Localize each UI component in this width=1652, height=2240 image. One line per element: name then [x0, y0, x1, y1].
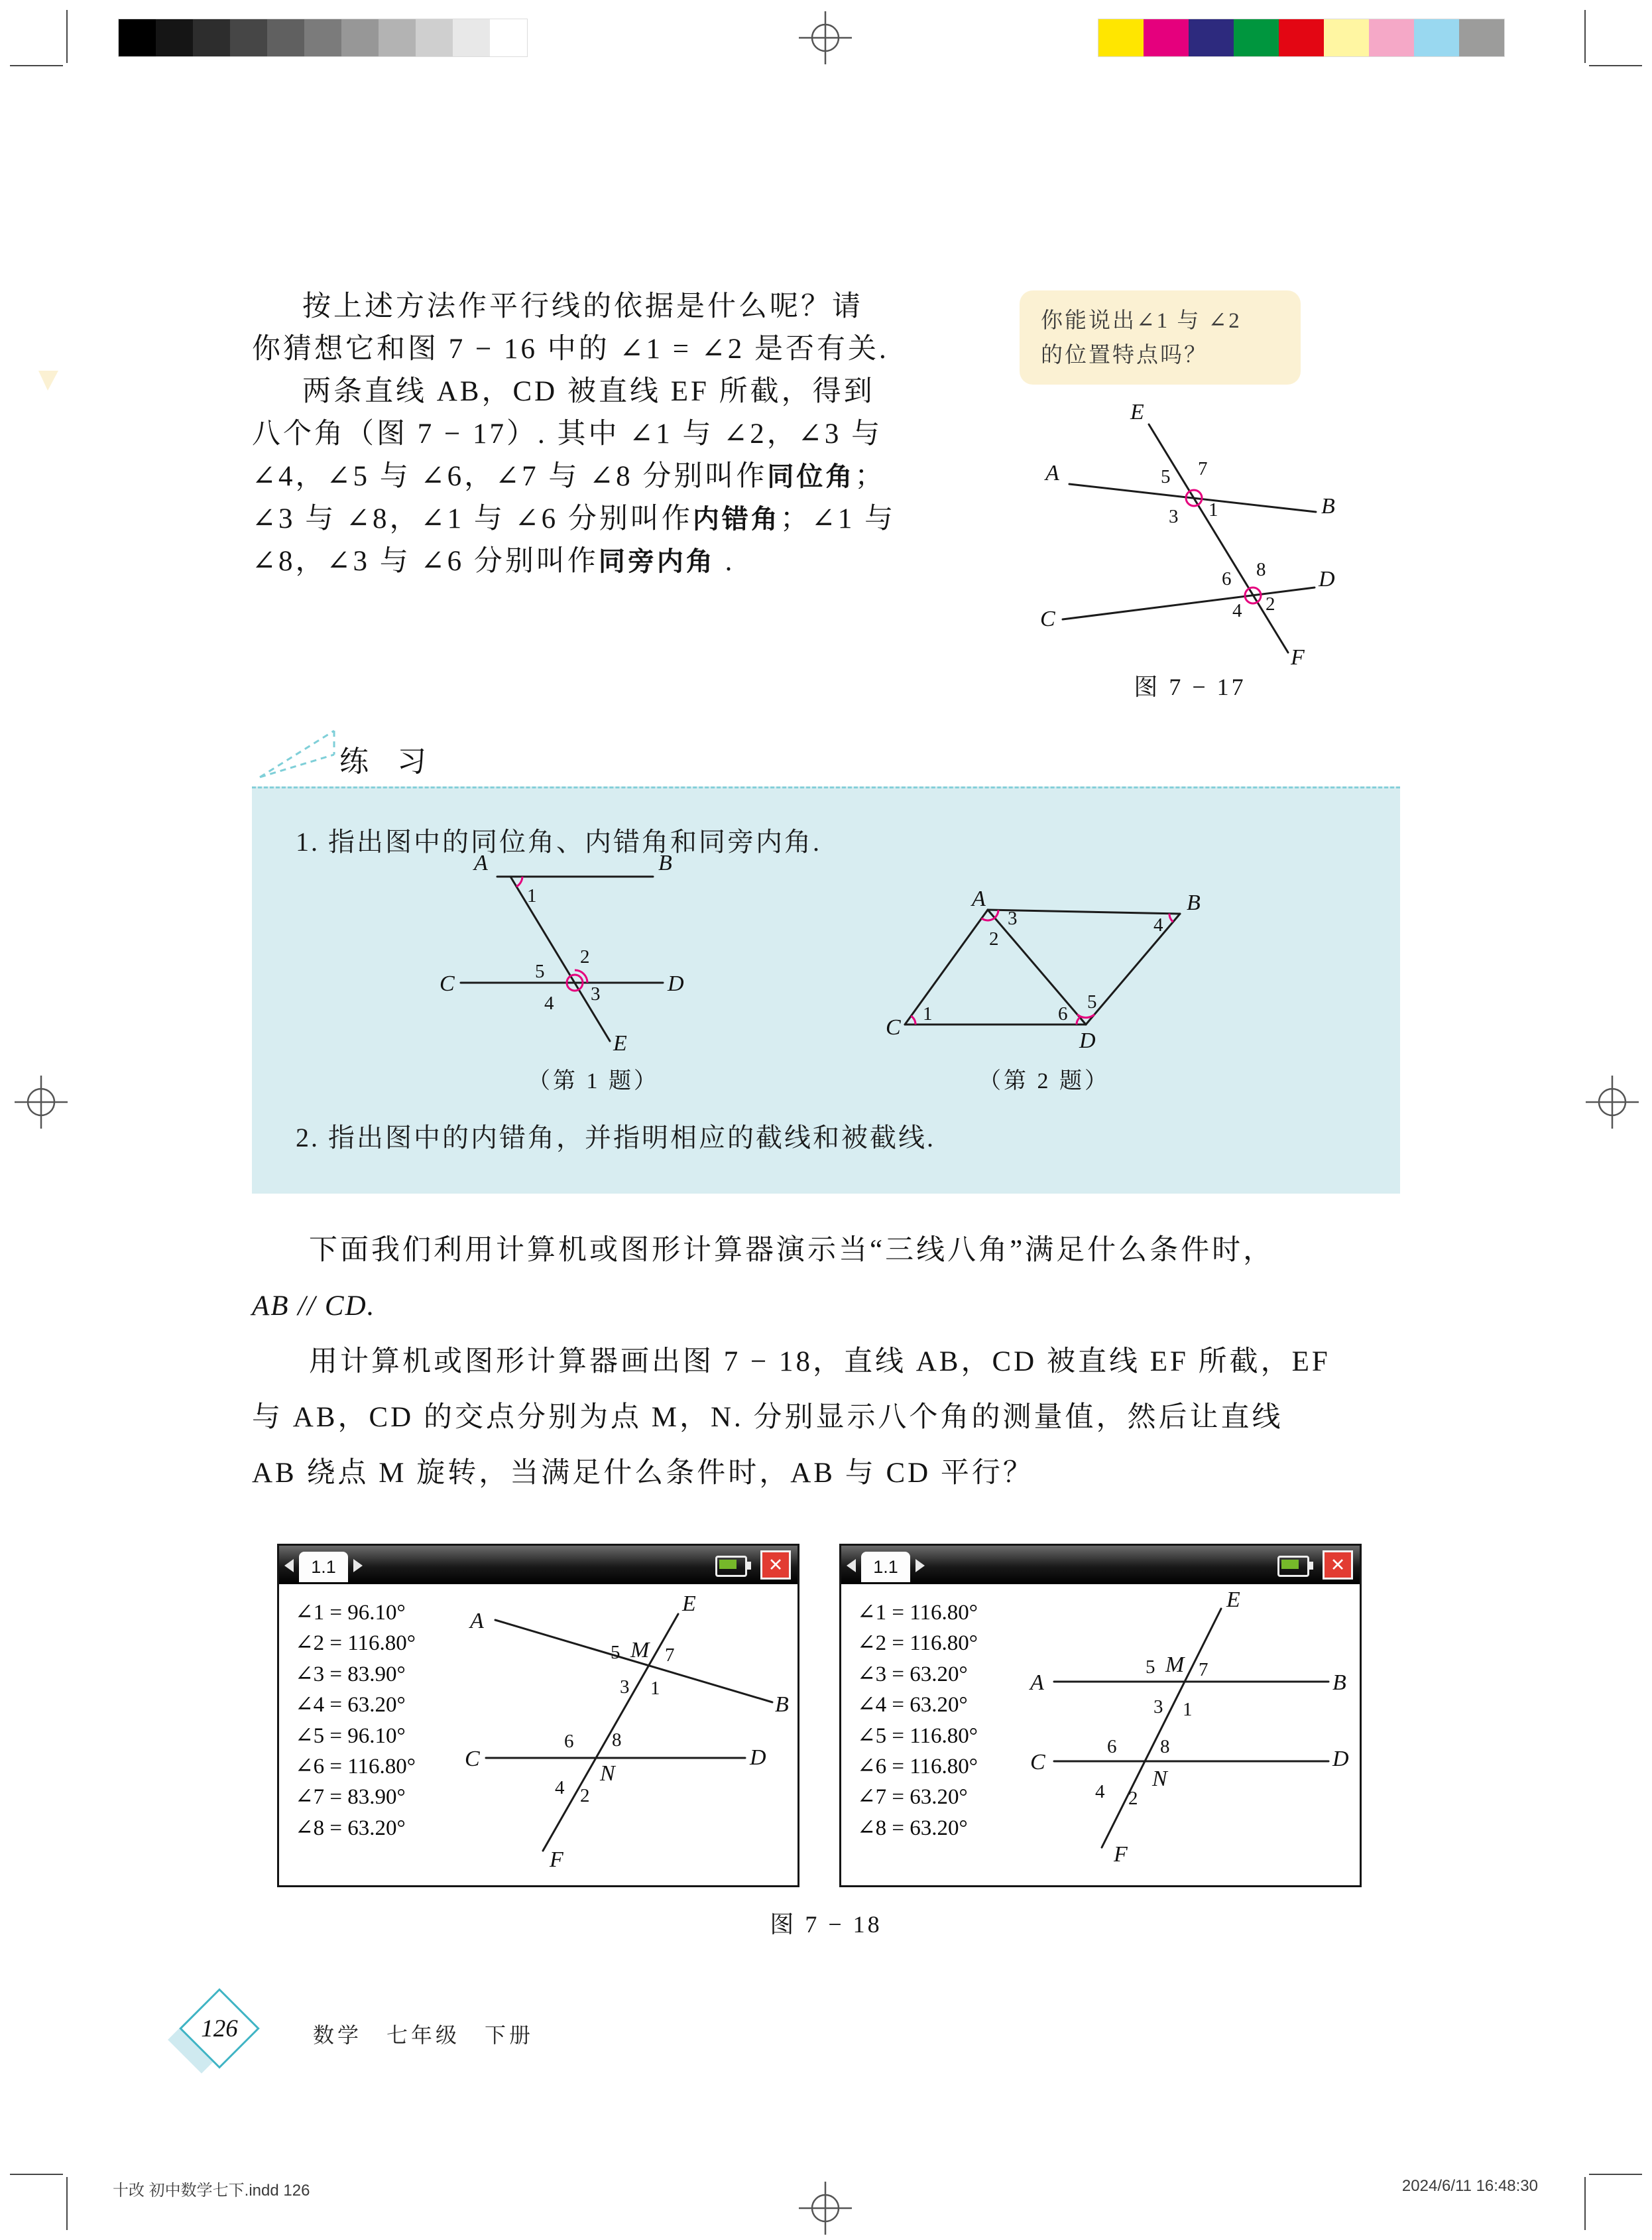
angle-label-3: 3 — [1153, 1696, 1163, 1717]
text-segment: ∠8，∠3 与 ∠6 分别叫作 — [252, 546, 599, 577]
angle-label-8: 8 — [1256, 559, 1266, 580]
point-label-B: B — [1321, 494, 1335, 519]
calibration-swatch — [156, 19, 193, 56]
point-label-D: D — [1319, 567, 1335, 591]
angle-label-3: 3 — [1008, 908, 1018, 929]
calculator-titlebar — [279, 1546, 797, 1584]
angle-readout: ∠2 = 116.80° — [857, 1631, 978, 1655]
point-label-E: E — [613, 1031, 627, 1056]
angle-label-1: 1 — [1209, 499, 1218, 521]
angle-label-6: 6 — [564, 1731, 574, 1752]
angle-mark — [1077, 1015, 1094, 1018]
line-CD — [1063, 588, 1315, 619]
angle-readout: ∠6 = 116.80° — [295, 1755, 416, 1778]
figure-7-17 — [1031, 393, 1349, 668]
registration-mark — [799, 11, 852, 64]
angle-label-4: 4 — [1095, 1781, 1105, 1802]
angle-readout: ∠3 = 63.20° — [857, 1662, 968, 1686]
term-corresponding-angles: 同位角 — [767, 462, 855, 491]
tab-label: 1.1 — [873, 1556, 898, 1577]
angle-readout: ∠8 = 63.20° — [295, 1816, 406, 1840]
angle-readout: ∠7 = 63.20° — [857, 1785, 968, 1809]
speech-bubble-tail — [38, 371, 58, 391]
angle-label-5: 5 — [1161, 466, 1171, 487]
term-co-interior-angles: 同旁内角 — [598, 547, 715, 576]
angle-label-4: 4 — [544, 993, 554, 1014]
angle-label-2: 2 — [989, 928, 999, 950]
angle-readout: ∠4 = 63.20° — [295, 1693, 406, 1717]
body-text-line: 用计算机或图形计算器画出图 7 − 18，直线 AB，CD 被直线 EF 所截，EF — [309, 1346, 1330, 1377]
calibration-swatch — [304, 19, 341, 56]
point-label-B: B — [775, 1692, 789, 1717]
line-BD — [1086, 914, 1180, 1025]
point-label-D: D — [750, 1745, 766, 1770]
tab-next-icon — [353, 1559, 363, 1572]
practice-flag-icon — [257, 727, 338, 782]
practice-figure-2 — [875, 882, 1213, 1051]
text-segment: ；∠1 与 — [780, 503, 896, 534]
point-label-E: E — [682, 1591, 696, 1616]
angle-readout: ∠2 = 116.80° — [295, 1631, 416, 1655]
practice-section-title: 练 习 — [339, 745, 437, 778]
body-text-line: AB 绕点 M 旋转，当满足什么条件时，AB 与 CD 平行？ — [252, 1458, 1034, 1489]
close-icon: ✕ — [1330, 1554, 1346, 1575]
calibration-swatch — [119, 19, 156, 56]
text-segment: . — [715, 546, 735, 577]
registration-mark — [799, 2182, 852, 2235]
crop-mark — [1584, 2177, 1586, 2230]
calibration-swatch — [1234, 19, 1279, 56]
body-text-line — [252, 544, 735, 579]
close-icon: ✕ — [768, 1554, 784, 1575]
bubble-text-line: 你能说出∠1 与 ∠2 — [1041, 309, 1242, 333]
point-label-D: D — [1332, 1747, 1349, 1771]
point-label-C: C — [886, 1015, 901, 1040]
angle-mark — [1077, 1017, 1080, 1025]
tab-next-icon — [915, 1559, 925, 1572]
calculator-figure-2 — [1029, 1586, 1364, 1887]
angle-label-2: 2 — [580, 946, 590, 967]
point-label-A: A — [470, 1609, 484, 1633]
practice-item-1: 1. 指出图中的同位角、内错角和同旁内角. — [296, 827, 821, 857]
calculator-figure-1 — [463, 1586, 798, 1887]
point-label-A: A — [474, 851, 488, 875]
angle-label-3: 3 — [620, 1676, 630, 1698]
point-label-D: D — [1079, 1028, 1096, 1051]
print-timestamp: 2024/6/11 16:48:30 — [1401, 2177, 1538, 2195]
angle-label-2: 2 — [1128, 1788, 1138, 1809]
angle-label-6: 6 — [1222, 568, 1232, 590]
calculator-screenshot-2 — [839, 1544, 1362, 1887]
close-button — [760, 1550, 791, 1580]
angle-label-5: 5 — [1146, 1656, 1155, 1678]
figure-caption: 图 7 − 18 — [770, 1911, 882, 1938]
point-label-M: M — [630, 1638, 650, 1662]
line-AB — [1069, 484, 1316, 512]
practice-item-2: 2. 指出图中的内错角，并指明相应的截线和被截线. — [296, 1123, 935, 1152]
registration-mark — [1586, 1076, 1639, 1129]
point-label-C: C — [1030, 1750, 1045, 1774]
angle-label-7: 7 — [1198, 458, 1208, 479]
angle-readout: ∠7 = 83.90° — [295, 1785, 406, 1809]
term-alternate-interior-angles: 内错角 — [692, 505, 780, 534]
angle-label-4: 4 — [1232, 600, 1242, 621]
crop-mark — [10, 2174, 63, 2175]
calculator-canvas — [841, 1584, 1360, 1885]
grayscale-calibration-bar — [118, 19, 528, 57]
point-label-A: A — [972, 887, 986, 911]
angle-label-8: 8 — [1160, 1736, 1170, 1757]
body-text-line: 两条直线 AB，CD 被直线 EF 所截，得到 — [302, 376, 875, 407]
close-button — [1323, 1550, 1353, 1580]
color-calibration-bar — [1098, 19, 1505, 57]
document-tab — [299, 1552, 348, 1582]
point-label-D: D — [668, 971, 684, 996]
point-label-B: B — [1332, 1670, 1346, 1695]
bubble-text-line: 的位置特点吗？ — [1041, 343, 1208, 367]
angle-readout: ∠3 = 83.90° — [295, 1662, 406, 1686]
angle-readout: ∠8 = 63.20° — [857, 1816, 968, 1840]
body-text-line: 你猜想它和图 7 − 16 中的 ∠1 = ∠2 是否有关. — [252, 334, 889, 365]
registration-mark — [15, 1076, 68, 1129]
point-label-C: C — [440, 971, 455, 996]
calibration-swatch — [230, 19, 267, 56]
point-label-F: F — [1291, 645, 1305, 668]
line-AC — [905, 910, 988, 1025]
angle-mark — [516, 877, 522, 887]
crop-mark — [66, 2177, 68, 2230]
battery-icon — [1277, 1556, 1309, 1577]
crop-mark — [10, 65, 63, 66]
speech-bubble — [1020, 290, 1301, 385]
figure-caption: 图 7 − 17 — [1134, 674, 1246, 700]
tab-prev-icon — [284, 1559, 294, 1572]
practice-figure-1-caption: （第 1 题） — [528, 1069, 659, 1093]
angle-label-6: 6 — [1107, 1736, 1117, 1757]
body-text-line: 八个角（图 7 − 17）. 其中 ∠1 与 ∠2，∠3 与 — [252, 418, 883, 450]
line-EF — [1102, 1609, 1221, 1847]
print-file-info: 十改 初中数学七下.indd 126 — [113, 2182, 310, 2200]
point-label-A: A — [1045, 461, 1059, 485]
tab-prev-icon — [847, 1559, 856, 1572]
line-EF — [1149, 424, 1288, 653]
angle-label-8: 8 — [612, 1729, 622, 1751]
crop-mark — [66, 10, 68, 63]
angle-readout: ∠1 = 96.10° — [295, 1601, 406, 1625]
point-label-E: E — [1226, 1587, 1240, 1612]
body-text-line — [252, 502, 896, 536]
angle-label-2: 2 — [1266, 593, 1275, 615]
body-text-line: 下面我们利用计算机或图形计算器演示当“三线八角”满足什么条件时， — [309, 1235, 1275, 1266]
angle-label-5: 5 — [535, 961, 545, 982]
calibration-swatch — [1098, 19, 1144, 56]
text-segment: ∠4，∠5 与 ∠6，∠7 与 ∠8 分别叫作 — [252, 461, 768, 492]
point-label-F: F — [1114, 1842, 1128, 1867]
line-AD — [988, 910, 1086, 1025]
angle-label-2: 2 — [580, 1785, 590, 1806]
angle-mark — [1169, 914, 1173, 922]
point-label-B: B — [1187, 891, 1201, 915]
calculator-canvas — [279, 1584, 797, 1885]
text-segment: ∠3 与 ∠8，∠1 与 ∠6 分别叫作 — [252, 503, 693, 534]
calibration-swatch — [193, 19, 230, 56]
calibration-swatch — [379, 19, 416, 56]
body-text-line — [252, 460, 886, 494]
angle-label-3: 3 — [591, 983, 601, 1005]
angle-label-7: 7 — [665, 1645, 675, 1666]
point-label-C: C — [465, 1747, 480, 1771]
point-label-M: M — [1165, 1652, 1185, 1677]
point-label-N: N — [1152, 1767, 1167, 1791]
angle-label-1: 1 — [923, 1003, 933, 1025]
angle-label-5: 5 — [1087, 991, 1097, 1013]
angle-readout: ∠1 = 116.80° — [857, 1601, 978, 1625]
calibration-swatch — [453, 19, 490, 56]
tab-label: 1.1 — [311, 1556, 336, 1577]
calibration-swatch — [1369, 19, 1414, 56]
calibration-swatch — [1414, 19, 1459, 56]
angle-label-4: 4 — [555, 1777, 565, 1798]
point-label-C: C — [1040, 607, 1055, 631]
calculator-titlebar — [841, 1546, 1360, 1584]
point-label-B: B — [658, 851, 672, 875]
angle-mark — [911, 1016, 915, 1025]
text-segment: ； — [855, 461, 886, 492]
calibration-swatch — [1459, 19, 1504, 56]
calibration-swatch — [341, 19, 379, 56]
angle-label-1: 1 — [650, 1678, 660, 1699]
crop-mark — [1584, 10, 1586, 63]
angle-label-7: 7 — [1199, 1659, 1209, 1680]
angle-readout: ∠4 = 63.20° — [857, 1693, 968, 1717]
calibration-swatch — [1189, 19, 1234, 56]
angle-readout: ∠5 = 96.10° — [295, 1724, 406, 1748]
point-label-A: A — [1030, 1670, 1044, 1695]
angle-label-6: 6 — [1058, 1003, 1068, 1025]
page-number: 126 — [201, 2015, 238, 2042]
angle-label-4: 4 — [1153, 914, 1163, 936]
calculator-screenshot-1 — [277, 1544, 799, 1887]
angle-label-5: 5 — [611, 1642, 620, 1663]
practice-figure-2-caption: （第 2 题） — [978, 1069, 1110, 1093]
calibration-swatch — [416, 19, 453, 56]
crop-mark — [1589, 65, 1642, 66]
point-label-N: N — [600, 1761, 615, 1786]
angle-label-1: 1 — [1183, 1699, 1193, 1720]
body-text-line: 与 AB，CD 的交点分别为点 M，N. 分别显示八个角的测量值，然后让直线 — [252, 1402, 1283, 1433]
battery-icon — [715, 1556, 747, 1577]
calibration-swatch — [490, 19, 527, 56]
angle-readout: ∠6 = 116.80° — [857, 1755, 978, 1778]
calibration-swatch — [1324, 19, 1369, 56]
point-label-F: F — [550, 1847, 563, 1872]
body-text-line: AB // CD. — [252, 1290, 376, 1322]
angle-readout: ∠5 = 116.80° — [857, 1724, 978, 1748]
calibration-swatch — [1144, 19, 1189, 56]
angle-label-1: 1 — [527, 885, 537, 906]
book-title-footer: 数学 七年级 下册 — [313, 2023, 534, 2047]
angle-label-3: 3 — [1169, 506, 1179, 527]
crop-mark — [1589, 2174, 1642, 2175]
point-label-E: E — [1130, 400, 1144, 424]
body-text-line: 按上述方法作平行线的依据是什么呢？请 — [302, 291, 863, 322]
calibration-swatch — [267, 19, 304, 56]
transversal-AE — [510, 877, 610, 1041]
practice-figure-1 — [434, 850, 752, 1056]
document-tab — [861, 1552, 910, 1582]
calibration-swatch — [1279, 19, 1324, 56]
